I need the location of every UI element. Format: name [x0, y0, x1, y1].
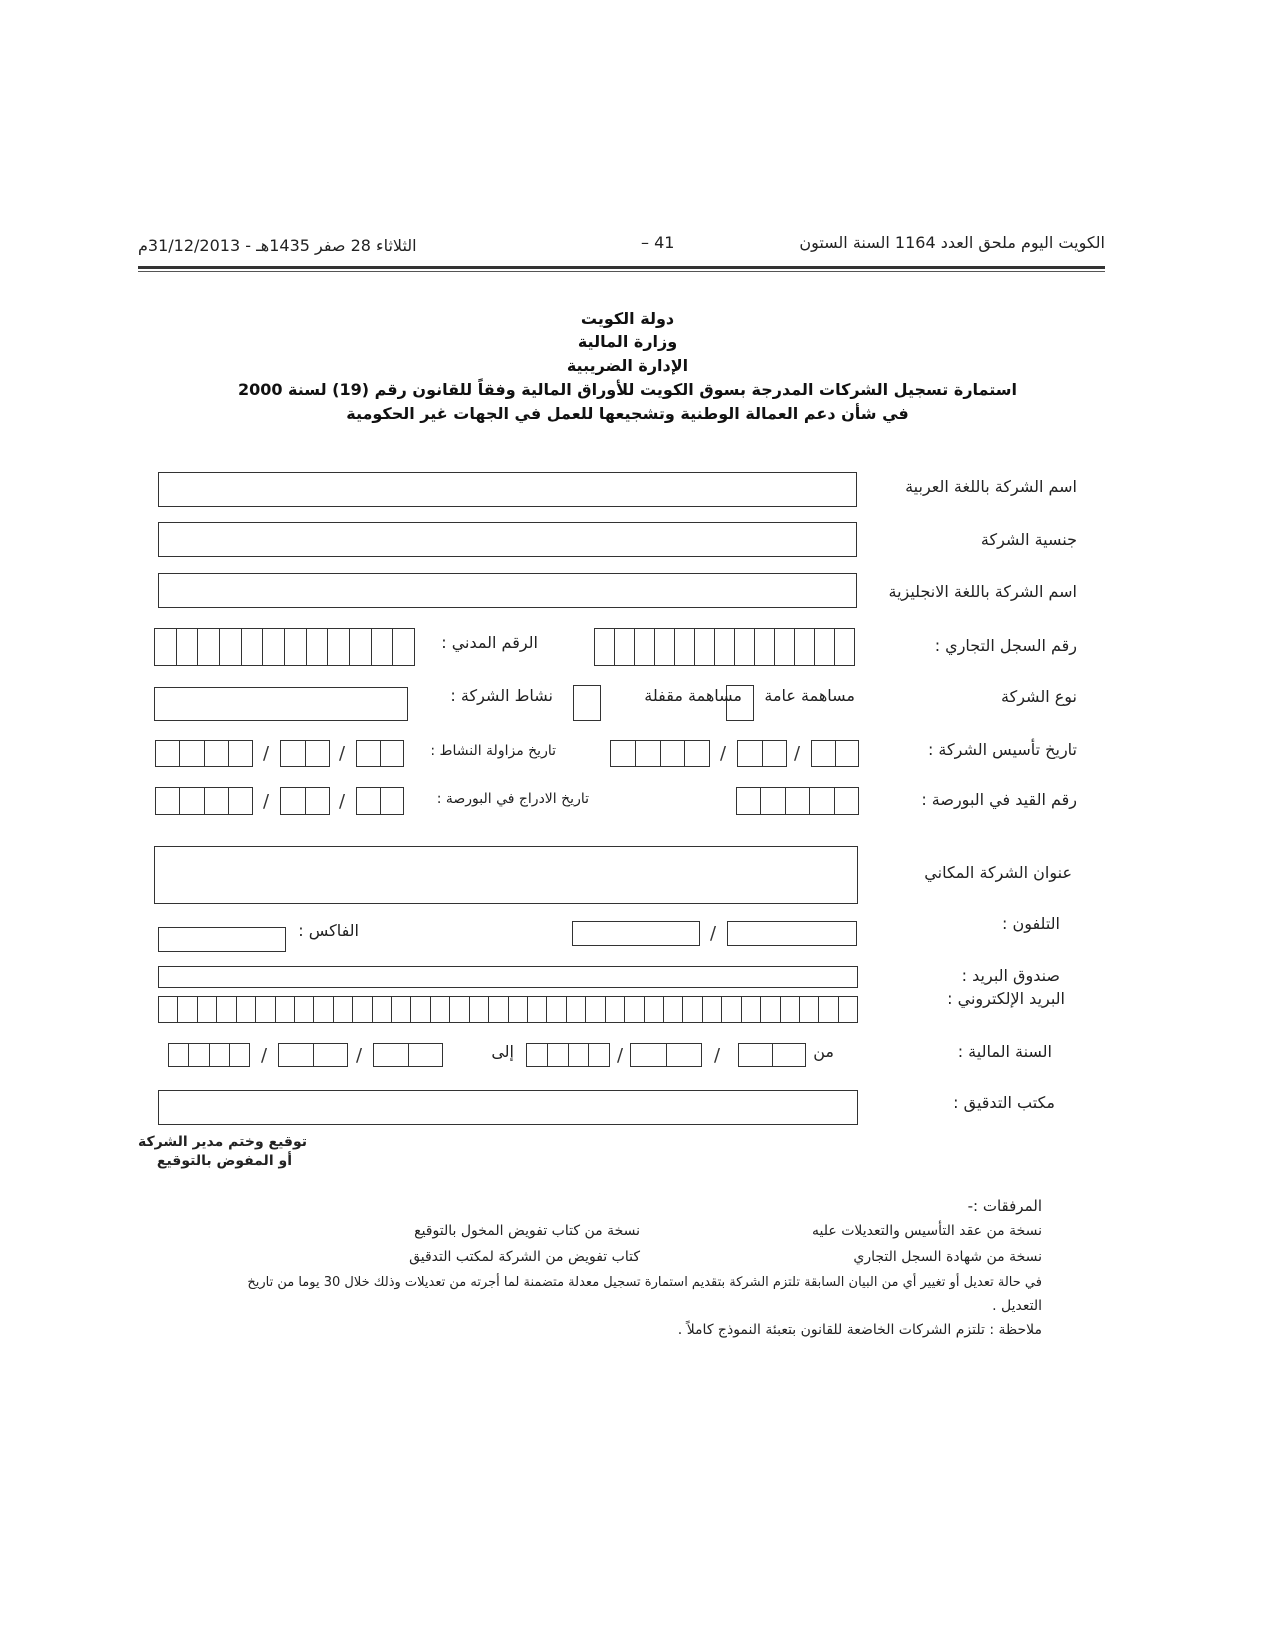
label-email: البريد الإلكتروني : [947, 989, 1065, 1008]
slash: / [263, 743, 270, 764]
title-state: دولة الكويت [580, 309, 675, 328]
listing-day-cells[interactable] [356, 787, 404, 815]
slash: / [339, 791, 346, 812]
label-fax: الفاكس : [298, 921, 359, 940]
establishment-year-cells[interactable] [610, 740, 710, 767]
activity-year-cells[interactable] [155, 740, 253, 767]
company-name-ar-field[interactable] [158, 472, 857, 507]
fiscal-to-year-cells[interactable] [168, 1043, 250, 1067]
label-bourse-registration: رقم القيد في البورصة : [921, 790, 1077, 809]
label-to: إلى [491, 1042, 514, 1061]
attachments-title: المرفقات :- [967, 1197, 1042, 1215]
slash: / [714, 1045, 721, 1066]
note-amendment-cont: التعديل . [992, 1298, 1042, 1314]
listing-year-cells[interactable] [155, 787, 253, 815]
label-company-name-en: اسم الشركة باللغة الانجليزية [888, 582, 1077, 601]
audit-office-field[interactable] [158, 1090, 858, 1125]
attachment-item-4: كتاب تفويض من الشركة لمكتب التدقيق [409, 1249, 640, 1265]
activity-month-cells[interactable] [280, 740, 330, 767]
label-activity: نشاط الشركة : [450, 686, 553, 705]
title-department: الإدارة الضريبية [566, 356, 689, 375]
fax-field[interactable] [158, 927, 286, 952]
slash: / [720, 743, 727, 764]
page-number-text: 41 [654, 233, 675, 252]
establishment-day-cells[interactable] [811, 740, 859, 767]
header-rule-thin [138, 271, 1105, 272]
slash: / [794, 743, 801, 764]
label-civil-number: الرقم المدني : [441, 633, 538, 652]
title-subtitle: في شأن دعم العمالة الوطنية وتشجيعها للعمل في الجهات غير الحكومية [346, 404, 909, 423]
phone-field-2[interactable] [572, 921, 700, 946]
listing-month-cells[interactable] [280, 787, 330, 815]
fiscal-from-year-cells[interactable] [526, 1043, 610, 1067]
slash: / [617, 1045, 624, 1066]
title-form: استمارة تسجيل الشركات المدرجة بسوق الكويت للأوراق المالية وفقاً للقانون رقم (19) لسنة 2000 [237, 380, 1018, 399]
header-left: الثلاثاء 28 صفر 1435هـ - 31/12/2013م [138, 236, 417, 255]
email-cells[interactable] [158, 996, 858, 1023]
civil-number-cells[interactable] [154, 628, 415, 666]
label-phone: التلفون : [1001, 914, 1060, 933]
label-fiscal-year: السنة المالية : [957, 1042, 1052, 1061]
address-field[interactable] [154, 846, 858, 904]
commercial-register-cells[interactable] [594, 628, 855, 666]
label-listing-date: تاريخ الادراج في البورصة : [436, 791, 589, 807]
fiscal-to-month-cells[interactable] [278, 1043, 348, 1067]
note-amendment: في حالة تعديل أو تغيير أي من البيان السابقة تلتزم الشركة بتقديم استمارة تسجيل معدلة متضمنة لما أجرته من تعديلات وذلك خلال 30 يوما من تاريخ [247, 1275, 1042, 1290]
closed-shareholding-checkbox[interactable] [573, 685, 601, 721]
header-right: الكويت اليوم ملحق العدد 1164 السنة الستون [799, 233, 1105, 252]
option-closed-shareholding: مساهمة مقفلة [644, 686, 742, 705]
slash: / [710, 923, 717, 944]
fiscal-from-day-cells[interactable] [738, 1043, 806, 1067]
label-commercial-register: رقم السجل التجاري : [934, 636, 1077, 655]
label-company-type: نوع الشركة [1001, 687, 1077, 706]
attachment-item-2: نسخة من كتاب تفويض المخول بالتوقيع [414, 1223, 640, 1239]
note-remark: ملاحظة : تلتزم الشركات الخاضعة للقانون بتعبئة النموذج كاملاً . [677, 1322, 1042, 1338]
page-number: 41 – [641, 233, 675, 252]
phone-field-1[interactable] [727, 921, 857, 946]
nationality-field[interactable] [158, 522, 857, 557]
slash: / [339, 743, 346, 764]
label-audit-office: مكتب التدقيق : [953, 1093, 1055, 1112]
slash: / [263, 791, 270, 812]
attachment-item-3: نسخة من شهادة السجل التجاري [853, 1249, 1042, 1265]
signature-line-2: أو المفوض بالتوقيع [156, 1153, 292, 1169]
label-company-name-ar: اسم الشركة باللغة العربية [905, 477, 1077, 496]
pobox-field[interactable] [158, 966, 858, 988]
option-public-shareholding: مساهمة عامة [764, 686, 855, 705]
activity-day-cells[interactable] [356, 740, 404, 767]
signature-line-1: توقيع وختم مدير الشركة [138, 1134, 307, 1150]
header-rule [138, 266, 1105, 269]
fiscal-from-month-cells[interactable] [630, 1043, 702, 1067]
slash: / [356, 1045, 363, 1066]
label-pobox: صندوق البريد : [961, 966, 1060, 985]
slash: / [261, 1045, 268, 1066]
label-address: عنوان الشركة المكاني [924, 863, 1072, 882]
label-establishment-date: تاريخ تأسيس الشركة : [927, 740, 1077, 759]
establishment-month-cells[interactable] [737, 740, 787, 767]
attachment-item-1: نسخة من عقد التأسيس والتعديلات عليه [812, 1223, 1042, 1239]
fiscal-to-day-cells[interactable] [373, 1043, 443, 1067]
label-nationality: جنسية الشركة [980, 530, 1077, 549]
label-from: من [813, 1042, 834, 1061]
activity-field[interactable] [154, 687, 408, 721]
bourse-registration-cells[interactable] [736, 787, 859, 815]
company-name-en-field[interactable] [158, 573, 857, 608]
title-ministry: وزارة المالية [577, 332, 678, 351]
label-activity-date: تاريخ مزاولة النشاط : [430, 743, 556, 759]
